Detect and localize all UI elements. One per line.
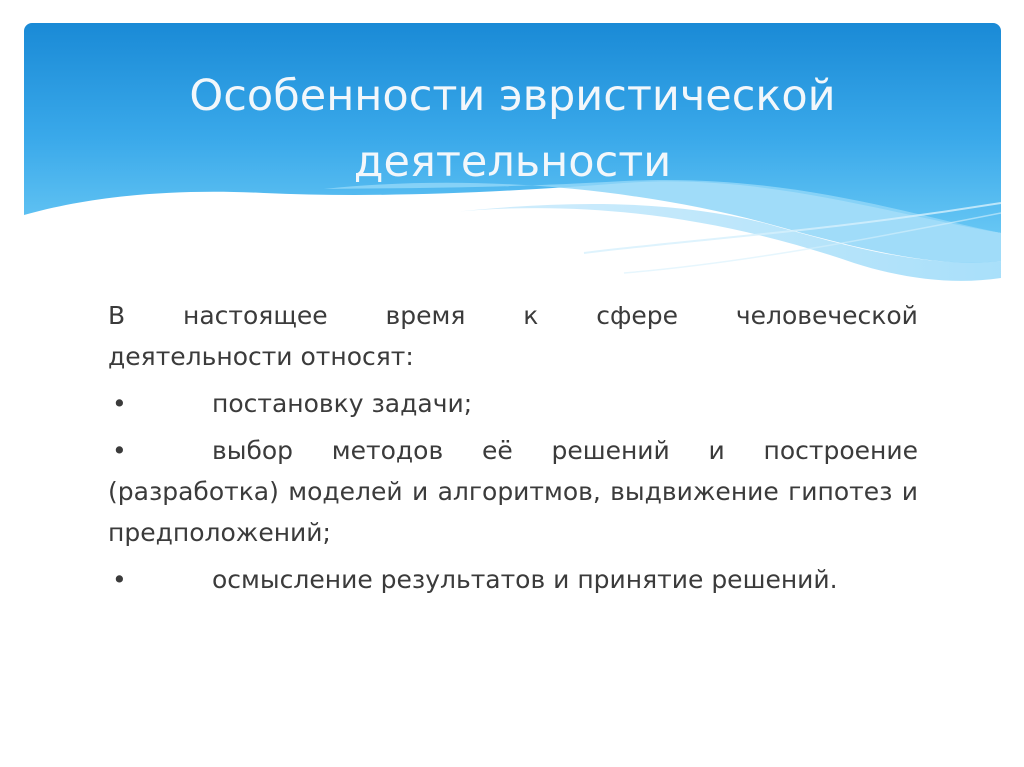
bullet-item (108, 559, 918, 600)
bullet-text: осмысление результатов и принятие решений. (212, 565, 838, 594)
intro-word: В (108, 301, 126, 330)
intro-word: человеческой (735, 301, 918, 330)
title-line-2: деятельности (353, 137, 672, 187)
bullet-icon: • (112, 389, 127, 418)
slide-body (108, 295, 918, 606)
slide (24, 23, 1001, 745)
intro-word: сфере (596, 301, 678, 330)
intro-paragraph (108, 295, 918, 377)
intro-word: настоящее (183, 301, 328, 330)
bullet-text: выбор методов её решений и построение (разработка) моделей и алгоритмов, выдвижение гипотез и предположений; (108, 436, 918, 547)
intro-word: к (523, 301, 539, 330)
bullet-icon: • (112, 565, 127, 594)
bullet-item (108, 430, 918, 553)
title-line-1: Особенности эвристической (189, 71, 836, 121)
bullet-item (108, 383, 918, 424)
bullet-icon: • (112, 436, 127, 465)
slide-title (24, 63, 1001, 195)
intro-line-2: деятельности относят: (108, 342, 414, 371)
intro-word: время (385, 301, 466, 330)
intro-line-1 (108, 295, 918, 336)
bullet-text: постановку задачи; (212, 389, 473, 418)
